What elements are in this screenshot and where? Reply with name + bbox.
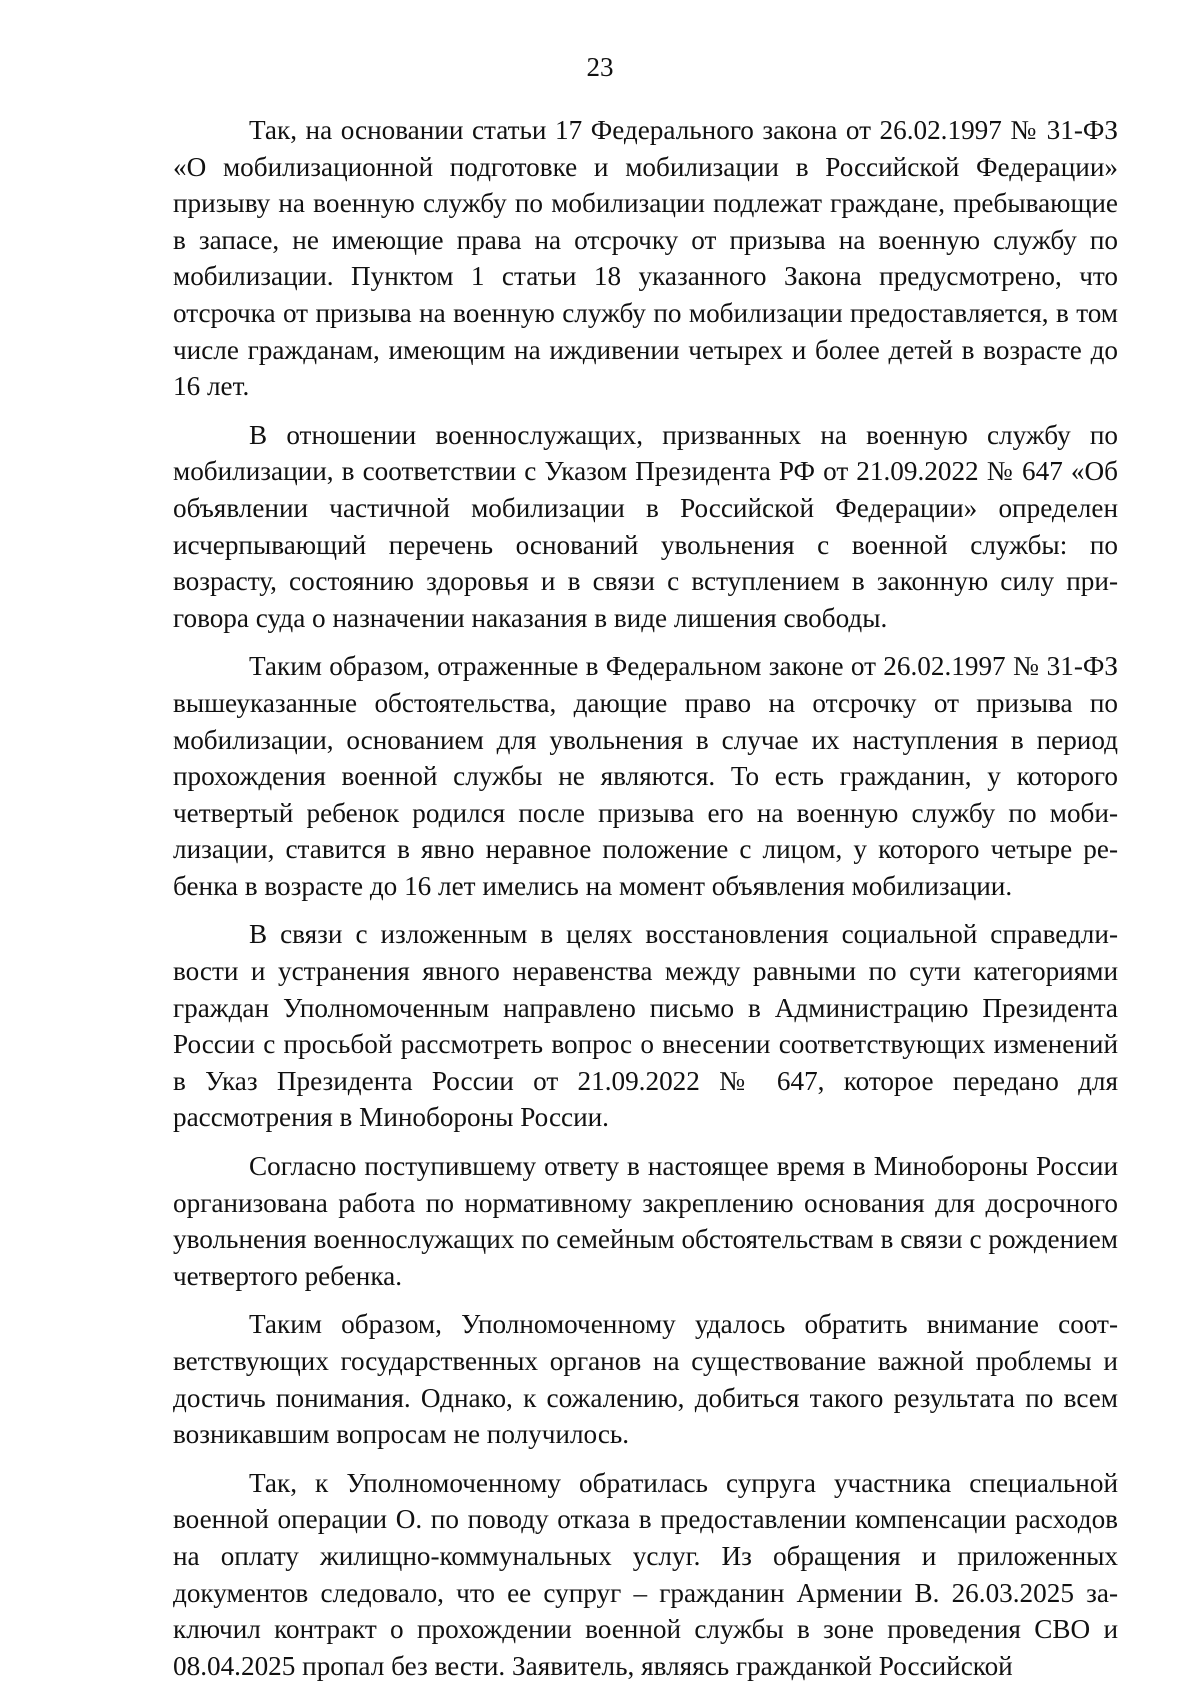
paragraph-result-summary: Таким образом, Уполномоченному удалось обратить внимание соответствующих государственных органов на существование важной проблемы и достичь понимания. Однако, к сожалению, добиться такого результата по всем возникавшим вопросам не получилось. <box>173 1309 1118 1450</box>
paragraph-unequal-position: Таким образом, отраженные в Федеральном законе от 26.02.1997 № 31-ФЗ вышеуказанные обстоятельства, дающие право на отсрочку от призыва по мобилизации, основанием для увольнения в случае их наступления в период прохождения военной службы не являются. То есть гражданин, у которого четвертый ребенок родился после призыва его на военную службу по мобилизации, ставится в явно неравное положение с лицом, у которого четыре ребенка в возрасте до 16 лет имелись на момент объявления мобилизации. <box>173 651 1118 901</box>
paragraph-compensation-case: Так, к Уполномоченному обратилась супруга участника специальной военной операции О. по поводу отказа в предоставлении компенсации расходов на оплату жилищно-коммунальных услуг. Из обращения и приложенных документов следовало, что ее супруг – гражданин Армении В. 26.03.2025 заключил контракт о прохождении военной службы в зоне проведения СВО и 08.04.2025 пропал без вести. Заявитель, являясь гражданкой Российской <box>173 1467 1118 1681</box>
paragraph-conscription-law: Так, на основании статьи 17 Федерального закона от 26.02.1997 № 31-ФЗ «О мобилизационной подготовке и мобилизации в Российской Федерации» призыву на военную службу по мобилизации подлежат граждане, пребывающие в запасе, не имеющие права на отсрочку от призыва на военную службу по мобилизации. Пунктом 1 статьи 18 указанного Закона предусмотрено, что отсрочка от призыва на военную службу по мобилизации предоставляется, в том числе гражданам, имеющим на иждивении четырех и более детей в возрасте до 16 лет. <box>173 115 1118 402</box>
paragraph-letter-to-administration: В связи с изложенным в целях восстановления социальной справедливости и устранения явного неравенства между равными по сути категориями граждан Уполномоченным направлено письмо в Администрацию Президента России с просьбой рассмотреть вопрос о внесении соответствующих изменений в Указ Президента России от 21.09.2022 № 647, которое передано для рассмотрения в Минобороны России. <box>173 919 1118 1133</box>
paragraph-ministry-response: Согласно поступившему ответу в настоящее время в Минобороны России организована работа по нормативному закреплению основания для досрочного увольнения военнослужащих по семейным обстоятельствам в связи с рождением четвертого ребенка. <box>173 1151 1118 1291</box>
body-text <box>173 112 1118 1684</box>
page-number: 23 <box>586 52 614 82</box>
paragraph-dismissal-grounds: В отношении военнослужащих, призванных на военную службу по мобилизации, в соответствии с Указом Президента РФ от 21.09.2022 № 647 «Об объявлении частичной мобилизации в Российской Федерации» определен исчерпывающий перечень оснований увольнения с военной службы: по возрасту, состоянию здоровья и в связи с вступлением в законную силу приговора суда о назначении наказания в виде лишения свободы. <box>173 419 1118 633</box>
